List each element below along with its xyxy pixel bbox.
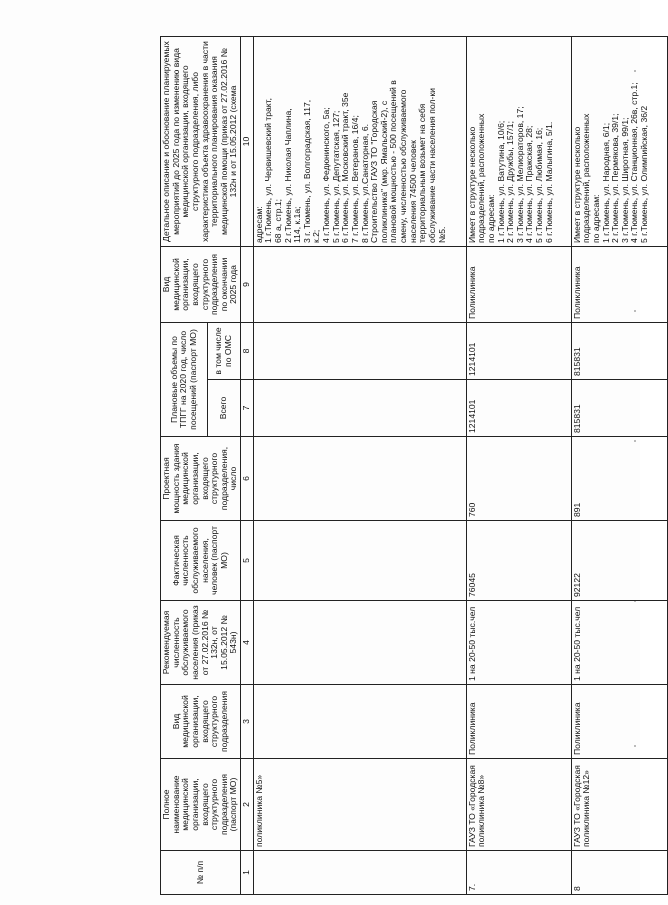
row-type-2025: Поликлиника [466,247,571,323]
detail-line: 1 г.Тюмень, ул. Народная, 6/1; [600,122,611,243]
column-number: 6 [241,437,254,521]
detail-line: 6 г.Тюмень, ул. Московский тракт, 35е [340,92,351,243]
detail-line: 2 г.Тюмень, ул. Пермякова, 39/1; [610,113,621,243]
column-number: 7 [241,380,254,437]
row-org-type [253,685,466,759]
row-num: 7. [466,851,571,895]
detail-line: 4 г.Тюмень, ул. Пражская, 28; [524,125,535,243]
header-org-type: Вид медицинской организации, входящего структурного подразделения [161,685,241,759]
row-type-2025: Поликлиника [571,247,667,323]
row-capacity [253,437,466,521]
table-row [466,37,571,895]
header-planned-volumes: Плановые объемы по ТПГГ на 2020 год, число посещений (паспорт МО) [161,323,208,437]
detail-line: 6 г.Тюмень, ул. Малыгина, 5/1. [543,121,554,243]
detail-line: плановой мощностью - 500 посещений в [388,80,399,243]
row-org-name: ГАУЗ ТО «Городская поликлиника №12» [571,759,667,851]
row-oms [253,323,466,380]
detail-line: 1 г.Тюмень, ул. Ватутина, 10/6; [495,120,506,243]
row-total [253,380,466,437]
row-capacity: 760 [466,437,571,521]
column-number: 8 [241,323,254,380]
row-org-name: ГАУЗ ТО «Городская поликлиника №8» [466,759,571,851]
column-number: 2 [241,759,254,851]
detail-line: 2 г.Тюмень, ул. Николая Чаплина, [282,108,293,243]
row-num: 8 [571,851,667,895]
detail-line: 3 г. Тюмень, ул. Волгоградская, 117, [301,99,312,243]
row-details [466,37,571,247]
detail-line: 68 а, стр.1; [272,198,283,243]
detail-line: населения 74500 человек [407,140,418,243]
row-recommended [253,601,466,685]
detail-line: 4 г.Тюмень, ул. Станционная, 26в, стр.1; [629,82,640,243]
detail-line: 4 г.Тюмень, ул. Федюнинского, 5а; [321,107,331,243]
header-capacity: Проектная мощность здания медицинской организации, входящего структурного подразделения, число [161,437,241,521]
row-actual: 76045 [466,521,571,601]
column-number: 4 [241,601,254,685]
detail-line: 8 г.Тюмень, ул.Санаторная, 6. [359,124,370,243]
header-details: Детальное описание и обоснование планируемых мероприятий до 2025 года по изменению вида медицинской организации, входящего структурного подразделения, либо характеристика объекта здравоохранения в части территориального планирования оказания медицинской помощи (приказ от 27.02.2016 № 132н и от 15.05.2012 (схема [161,37,241,247]
detail-line: 5 г.Тюмень, ул. Депутатская, 127; [330,110,341,243]
table-row [253,37,466,895]
detail-line: Строительство ГАУЗ ТО "Городская [369,100,380,243]
row-org-type: Поликлиника [466,685,571,759]
row-type-2025 [253,247,466,323]
row-oms: 815831 [571,323,667,380]
row-recommended: 1 на 20-50 тыс.чел [571,601,667,685]
detail-line: 1 г.Тюмень, ул. Червишевский тракт, [263,97,274,243]
detail-line: 3 г.Тюмень, ул. Мелиораторов, 17; [514,106,525,243]
row-details [571,37,667,247]
column-number: 3 [241,685,254,759]
detail-line: адресам: [253,206,264,243]
header-row [161,37,208,895]
detail-line: по адресам: [485,194,496,243]
detail-line: подразделений, расположенных [476,113,487,243]
column-number: 5 [241,521,254,601]
column-number: 9 [241,247,254,323]
detail-line: поликлиника" (мкр. Ямальский-2), с [378,100,389,243]
header-oms: в том числе по ОМС [208,323,241,380]
detail-line: 5 г.Тюмень, ул. Олимпийская, 36/2 [639,105,649,243]
header-total: Всего [208,380,241,437]
table-row [571,37,667,895]
row-org-type: Поликлиника [571,685,667,759]
detail-line: Имеет в структуре несколько [466,126,477,243]
detail-line: 114, к.1а; [292,206,303,243]
header-type-2025: Вид медицинской организации, входящего структурного подразделения по окончании 2025 года [161,247,241,323]
detail-line: 3 г.Тюмень, ул. Широтная, 99/1; [619,117,630,243]
row-details [253,37,466,247]
detail-line: смену, численностью обслуживаемого [398,89,408,243]
healthcare-plan-table [160,36,668,895]
header-org-name: Полное наименование медицинской организации, входящего структурного подразделения (паспорт МО) [161,759,241,851]
header-recommended: Рекомендуемая численность обслуживаемого населения (приказ от 27.02.2016 № 132н, от 15.05.2012 № 543н) [161,601,241,685]
row-num [253,851,466,895]
column-number: 1 [241,851,254,895]
row-oms: 1214101 [466,323,571,380]
header-actual: Фактическая численность обслуживаемого населения, человек (паспорт МО) [161,521,241,601]
detail-line: 7 г.Тюмень, ул. Ветеранов, 16/4; [349,115,360,243]
column-number: 10 [241,37,254,247]
detail-line: по адресам: [590,194,601,243]
row-total: 815831 [571,380,667,437]
header-num: № п/п [161,851,241,895]
detail-line: Имеет в структуре несколько [571,126,582,243]
detail-line: 2 г.Тюмень, ул. Дружбы, 157/1; [505,121,516,243]
detail-line: территориальным возьмет на себя [417,103,428,243]
column-number-row [241,37,254,895]
detail-line: 5 г.Тюмень, ул. Любимая, 16; [534,127,544,243]
row-total: 1214101 [466,380,571,437]
row-actual [253,521,466,601]
row-org-name: поликлиника №5» [253,759,466,851]
row-actual: 92122 [571,521,667,601]
row-capacity: 891 [571,437,667,521]
row-recommended: 1 на 20-50 тыс.чел [466,601,571,685]
detail-line: №5. [436,226,447,243]
detail-line: подразделений, расположенных [581,113,592,243]
detail-line: к.2; [311,229,322,243]
detail-line: обслуживание части населения пол-ки [426,88,437,243]
